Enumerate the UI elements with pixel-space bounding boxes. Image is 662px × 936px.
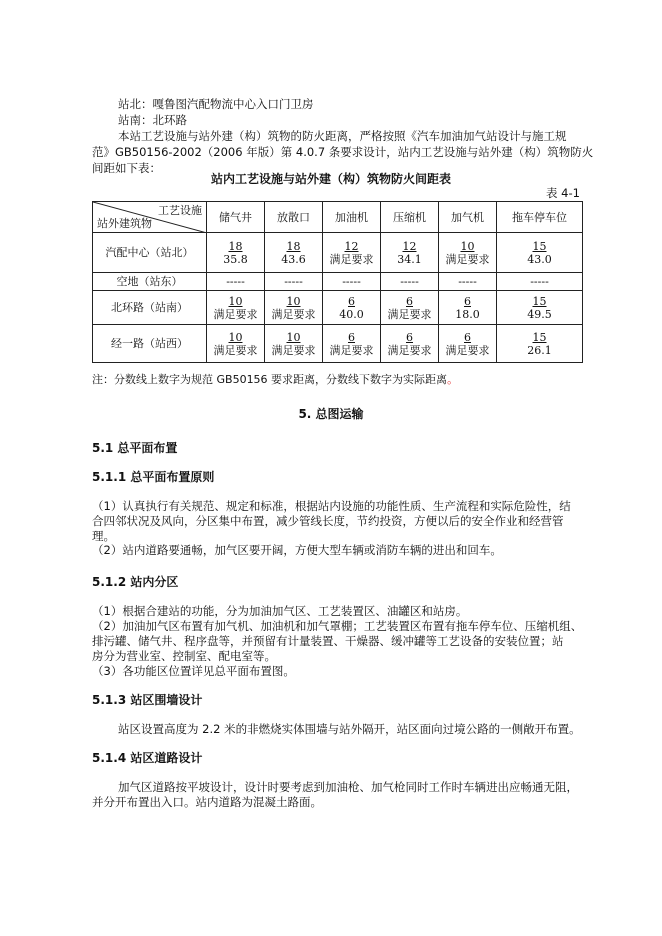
column-header: 压缩机 <box>381 202 439 233</box>
row-label: 经一路（站西） <box>93 325 207 363</box>
column-header: 储气井 <box>207 202 265 233</box>
actual-distance: 满足要求 <box>329 252 374 266</box>
actual-distance: 40.0 <box>339 307 364 321</box>
actual-distance: 满足要求 <box>271 343 316 357</box>
actual-distance: 满足要求 <box>213 307 258 321</box>
required-distance: 10 <box>228 294 243 308</box>
actual-distance: 49.5 <box>527 307 552 321</box>
required-distance: 12 <box>344 239 359 253</box>
s512-p2-line-1: （2）加油加气区布置有加气机、加油机和加气罩棚；工艺装置区布置有拖车停车位、压缩机组、 <box>92 619 583 633</box>
table-number: 表 4-1 <box>546 186 580 200</box>
table-cell <box>439 291 497 325</box>
table-row <box>93 233 583 273</box>
required-distance: 10 <box>460 239 475 253</box>
required-distance: 18 <box>228 239 243 253</box>
section-5-1-title: 5.1 总平面布置 <box>92 441 178 455</box>
table-corner-header <box>93 202 207 233</box>
table-note-text: 注：分数线上数字为规范 GB50156 要求距离，分数线下数字为实际距离 <box>92 373 448 386</box>
table-row <box>93 325 583 363</box>
required-distance: 6 <box>406 294 413 308</box>
table-cell <box>265 325 323 363</box>
actual-distance: 34.1 <box>397 252 422 266</box>
section-5-title: 5. 总图运输 <box>298 407 364 421</box>
required-distance: 10 <box>286 294 301 308</box>
table-title: 站内工艺设施与站外建（构）筑物防火间距表 <box>210 172 451 186</box>
s511-p2: （2）站内道路要通畅，加气区要开阔，方便大型车辆或消防车辆的进出和回车。 <box>92 543 502 557</box>
table-cell <box>265 233 323 273</box>
actual-distance: 43.0 <box>527 252 552 266</box>
actual-distance: 满足要求 <box>387 307 432 321</box>
column-header: 加气机 <box>439 202 497 233</box>
actual-distance: 35.8 <box>223 252 248 266</box>
required-distance: 6 <box>464 294 471 308</box>
actual-distance: 43.6 <box>281 252 306 266</box>
intro-north: 站北：嘎鲁图汽配物流中心入口门卫房 <box>118 97 314 111</box>
required-distance: 15 <box>532 239 547 253</box>
s513-p1: 站区设置高度为 2.2 米的非燃烧实体围墙与站外隔开，站区面向过境公路的一侧敞开布置。 <box>118 722 581 736</box>
row-label: 空地（站东） <box>93 273 207 291</box>
s512-p2-line-2: 排污罐、储气井、程序盘等，并预留有计量装置、干燥器、缓冲罐等工艺设备的安装位置；站 <box>92 634 564 648</box>
s512-p2-line-3: 房分为营业室、控制室、配电室等。 <box>92 649 276 663</box>
table-row <box>93 273 583 291</box>
column-header: 放散口 <box>265 202 323 233</box>
required-distance: 10 <box>228 330 243 344</box>
table-cell: ----- <box>497 273 583 291</box>
required-distance: 15 <box>532 294 547 308</box>
intro-para-line-2: 范》GB50156-2002（2006 年版）第 4.0.7 条要求设计，站内工艺设施与站外建（构）筑物防火 <box>92 145 594 159</box>
intro-para-line-3: 间距如下表： <box>92 161 161 175</box>
required-distance: 6 <box>406 330 413 344</box>
table-cell <box>207 325 265 363</box>
table-cell: ----- <box>381 273 439 291</box>
actual-distance: 满足要求 <box>329 343 374 357</box>
table-cell <box>497 325 583 363</box>
table-cell: ----- <box>207 273 265 291</box>
required-distance: 6 <box>464 330 471 344</box>
s511-p1-line-2: 合四邻状况及风向，分区集中布置，减少管线长度，节约投资，方便以后的安全作业和经营管 <box>92 514 564 528</box>
table-cell: ----- <box>439 273 497 291</box>
actual-distance: 满足要求 <box>445 252 490 266</box>
row-label: 北环路（站南） <box>93 291 207 325</box>
table-cell <box>323 233 381 273</box>
section-5-1-4-title: 5.1.4 站区道路设计 <box>92 751 203 765</box>
table-cell: ----- <box>265 273 323 291</box>
table-cell <box>439 233 497 273</box>
intro-south: 站南：北环路 <box>118 113 187 127</box>
intro-para-line-1: 本站工艺设施与站外建（构）筑物的防火距离，严格按照《汽车加油加气站设计与施工规 <box>118 129 567 143</box>
s512-p1: （1）根据合建站的功能，分为加油加气区、工艺装置区、油罐区和站房。 <box>92 604 468 618</box>
column-header: 拖车停车位 <box>497 202 583 233</box>
table-cell <box>323 325 381 363</box>
table-cell <box>497 233 583 273</box>
section-5-1-2-title: 5.1.2 站内分区 <box>92 575 179 589</box>
column-header: 加油机 <box>323 202 381 233</box>
header-top-label: 工艺设施 <box>158 204 202 217</box>
s511-p1-line-3: 理。 <box>92 529 115 543</box>
table-cell: ----- <box>323 273 381 291</box>
required-distance: 15 <box>532 330 547 344</box>
table-header-row <box>93 202 583 233</box>
table-note-end: 。 <box>447 373 459 386</box>
row-label: 汽配中心（站北） <box>93 233 207 273</box>
s512-p3: （3）各功能区位置详见总平面布置图。 <box>92 664 295 678</box>
actual-distance: 18.0 <box>455 307 480 321</box>
actual-distance: 满足要求 <box>213 343 258 357</box>
table-row <box>93 291 583 325</box>
required-distance: 6 <box>348 294 355 308</box>
table-cell <box>381 233 439 273</box>
fire-distance-table <box>92 201 583 363</box>
s514-p1-line-2: 并分开布置出入口。站内道路为混凝土路面。 <box>92 795 322 809</box>
table-cell <box>381 291 439 325</box>
header-bottom-label: 站外建筑物 <box>97 217 152 230</box>
actual-distance: 满足要求 <box>387 343 432 357</box>
required-distance: 12 <box>402 239 417 253</box>
table-cell <box>381 325 439 363</box>
section-5-1-3-title: 5.1.3 站区围墙设计 <box>92 693 203 707</box>
required-distance: 6 <box>348 330 355 344</box>
table-cell <box>207 291 265 325</box>
table-cell <box>323 291 381 325</box>
actual-distance: 26.1 <box>527 343 552 357</box>
table-cell <box>265 291 323 325</box>
s511-p1-line-1: （1）认真执行有关规范、规定和标准，根据站内设施的功能性质、生产流程和实际危险性，结 <box>92 499 571 513</box>
table-note <box>92 372 458 387</box>
actual-distance: 满足要求 <box>445 343 490 357</box>
table-cell <box>439 325 497 363</box>
actual-distance: 满足要求 <box>271 307 316 321</box>
section-5-1-1-title: 5.1.1 总平面布置原则 <box>92 470 215 484</box>
required-distance: 10 <box>286 330 301 344</box>
required-distance: 18 <box>286 239 301 253</box>
table-cell <box>207 233 265 273</box>
s514-p1-line-1: 加气区道路按平坡设计，设计时要考虑到加油枪、加气枪同时工作时车辆进出应畅通无阻， <box>118 780 578 794</box>
table-cell <box>497 291 583 325</box>
